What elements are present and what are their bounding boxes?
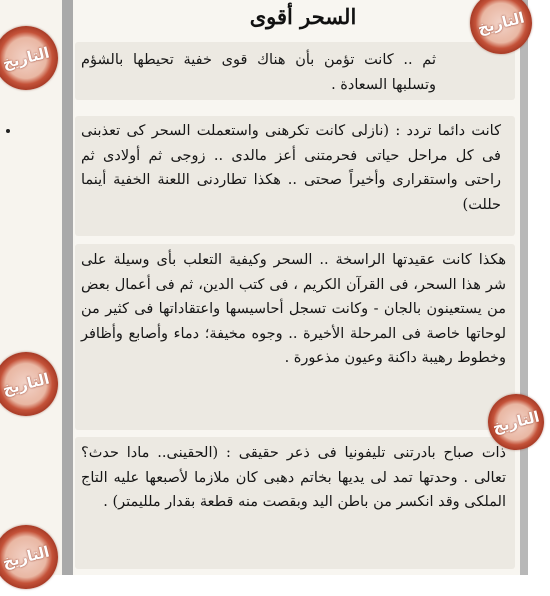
- watermark-text: التاريخ: [0, 542, 52, 572]
- paragraph-2: كانت دائما تردد : (نازلى كانت تكرهنى واستعملت السحر كى تعذبنى فى كل مراحل حياتى فحرمتنى أعز مالدى .. زوجى ثم أولادى ثم راحتى واستقرارى وأخيراً صحتى .. هكذا تطاردنى اللعنة الخفية أينما حللت): [81, 123, 501, 213]
- paragraph-1: ثم .. كانت تؤمن بأن هناك قوى خفية تحيطها بالشؤم وتسلبها السعادة .: [81, 52, 436, 93]
- paragraph-3: هكذا كانت عقيدتها الراسخة .. السحر وكيفية التعلب بأى وسيلة على شر هذا السحر، فى القرآن الكريم ، فى كتب الدين، ثم فى أعمال بعض من يستعينون بالجان - وكانت تسجل أحاسيسها واعتقاداتها فى كثير من لوحاتها خاصة فى المرحلة الأخيرة .. وجوه مخيفة؛ دماء وأصابع وأظافر وخطوط رهيبة داكنة وعيون مذعورة .: [81, 252, 506, 366]
- margin-bullet: [6, 129, 10, 133]
- watermark-text: التاريخ: [475, 8, 527, 38]
- paragraph-block-2: [75, 116, 515, 236]
- paragraph-block-1: [75, 42, 515, 100]
- watermark-text: التاريخ: [0, 369, 52, 399]
- left-gutter-strip: [62, 0, 73, 575]
- watermark-text: التاريخ: [490, 407, 542, 437]
- scanned-page: [73, 0, 520, 575]
- watermark-text: التاريخ: [0, 43, 52, 73]
- right-scrollbar-strip: [520, 0, 528, 575]
- article-title: السحر أقوى: [249, 4, 357, 29]
- paragraph-block-3: [75, 244, 515, 430]
- paragraph-4: ذات صباح بادرتنى تليفونيا فى ذعر حقيقى : (الحقينى.. مادا حدث؟ تعالى . وحدتها تمد لى يديها بخاتم دهبى كان ملازما لأصبعها عليه التاج الملكى وقد انكسر من باطن اليد وبقصت منه قطعة بقدار ملليمتر) .: [81, 445, 506, 510]
- paragraph-block-4: [75, 437, 515, 569]
